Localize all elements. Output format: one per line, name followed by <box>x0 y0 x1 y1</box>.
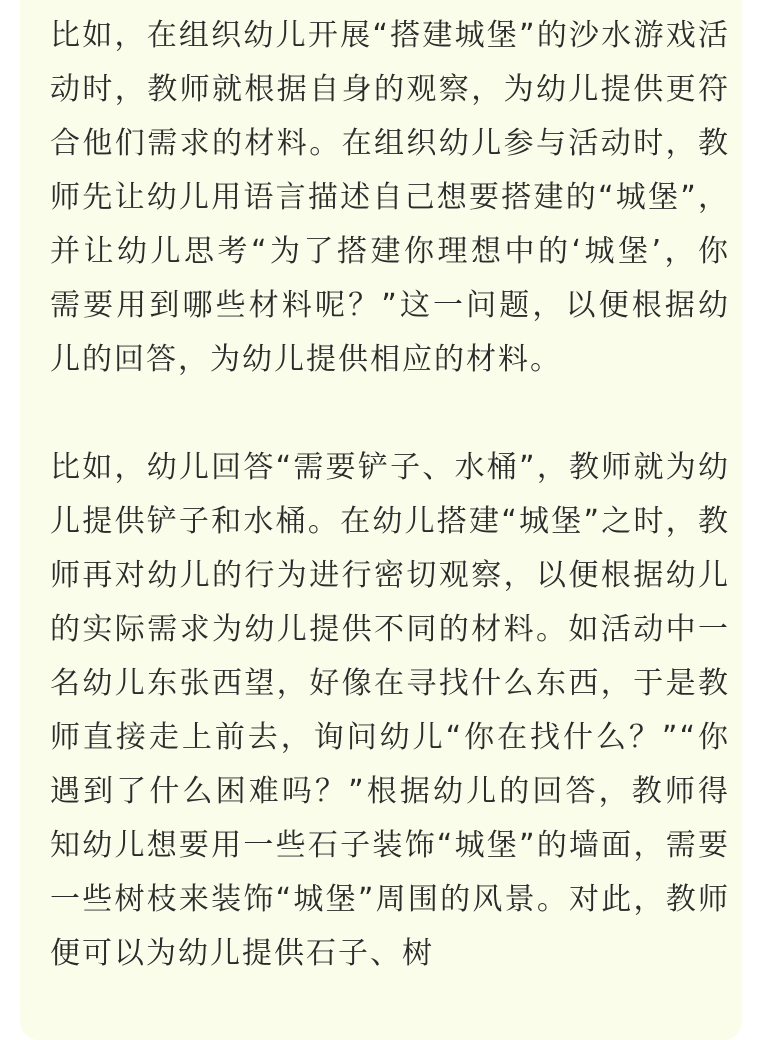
article-paragraph-2: 比如，幼儿回答“需要铲子、水桶”，教师就为幼儿提供铲子和水桶。在幼儿搭建“城堡”之时，教师再对幼儿的行为进行密切观察，以便根据幼儿的实际需求为幼儿提供不同的材料。如活动中一名幼儿东张西望，好像在寻找什么东西，于是教师直接走上前去，询问幼儿“你在找什么？”“你遇到了什么困难吗？”根据幼儿的回答，教师得知幼儿想要用一些石子装饰“城堡”的墙面，需要一些树枝来装饰“城堡”周围的风景。对此，教师便可以为幼儿提供石子、树 <box>50 450 730 971</box>
article-paragraph-1: 比如，在组织幼儿开展“搭建城堡”的沙水游戏活动时，教师就根据自身的观察，为幼儿提供更符合他们需求的材料。在组织幼儿参与活动时，教师先让幼儿用语言描述自己想要搭建的“城堡”，并让幼儿思考“为了搭建你理想中的‘城堡’，你需要用到哪些材料呢？”这一问题，以便根据幼儿的回答，为幼儿提供相应的材料。 <box>50 18 730 377</box>
paragraph-spacer <box>50 387 742 441</box>
article-card <box>20 0 742 1040</box>
